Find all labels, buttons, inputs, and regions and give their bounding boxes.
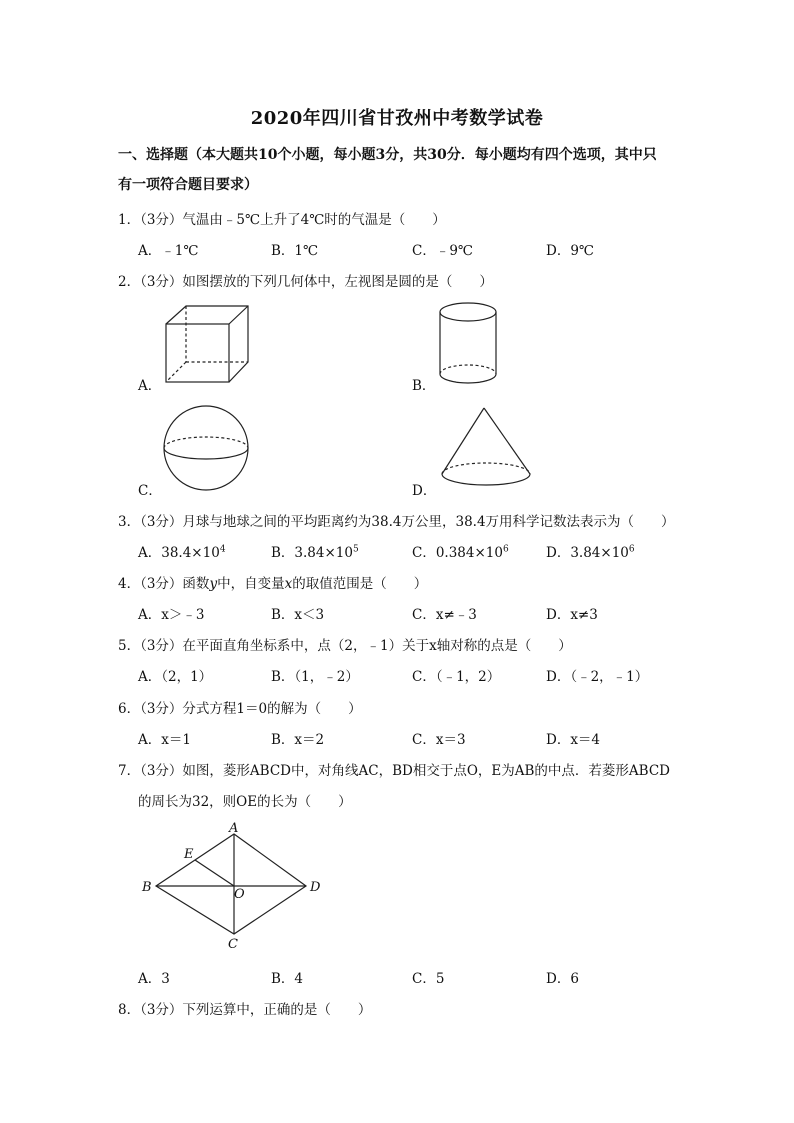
sphere-figure (160, 402, 255, 494)
question-2-stem: 2．（3分）如图摆放的下列几何体中，左视图是圆的是（ ） (118, 274, 493, 290)
rhombus-label-b: B (142, 880, 152, 895)
q1-option-c: C．﹣9℃ (412, 243, 474, 259)
question-7-stem-line2: 的周长为32，则OE的长为（ ） (138, 794, 352, 810)
cylinder-figure (436, 300, 501, 390)
question-7-stem-line1: 7．（3分）如图，菱形ABCD中，对角线AC，BD相交于点O，E为AB的中点．若菱形ABCD (118, 763, 670, 779)
q4-option-b: B．x＜3 (271, 607, 325, 623)
q4-option-a: A．x＞﹣3 (138, 607, 205, 623)
cube-figure (160, 300, 255, 390)
q2-option-c: C． (138, 483, 162, 499)
q5-option-b: B．（1，﹣2） (271, 669, 359, 685)
q2-option-b: B． (412, 378, 436, 394)
q7-option-d: D．6 (546, 971, 579, 987)
question-3-stem: 3．（3分）月球与地球之间的平均距离约为38.4万公里，38.4万用科学记数法表示为（ ） (118, 514, 675, 530)
q3-option-a: A．$38.4\times 10^4$ (138, 544, 226, 561)
q3-option-b: B．$3.84\times 10^5$ (271, 544, 359, 561)
rhombus-figure (138, 820, 328, 950)
q2-option-d: D． (412, 483, 437, 499)
rhombus-label-e: E (184, 847, 194, 862)
section-heading-line2: 有一项符合题目要求） (118, 177, 258, 193)
page-title: 2020年四川省甘孜州中考数学试卷 (250, 108, 544, 129)
rhombus-label-o: O (234, 887, 245, 902)
q5-option-c: C．（﹣1，2） (412, 669, 501, 685)
question-1-stem: 1．（3分）气温由﹣5℃上升了4℃时的气温是（ ） (118, 212, 446, 228)
q3-option-d: D．$3.84\times 10^6$ (546, 544, 635, 561)
q5-option-a: A．（2，1） (138, 669, 213, 685)
q4-option-d: D．x≠3 (546, 607, 598, 623)
rhombus-label-d: D (310, 880, 321, 895)
q6-option-b: B．x＝2 (271, 732, 325, 748)
q2-option-a: A． (138, 378, 162, 394)
question-6-stem: 6．（3分）分式方程1＝0的解为（ ） (118, 701, 362, 717)
q3-option-c: C．$0.384\times 10^6$ (412, 544, 509, 561)
q6-option-a: A．x＝1 (138, 732, 191, 748)
rhombus-label-c: C (228, 937, 238, 950)
q4-option-c: C．x≠﹣3 (412, 607, 477, 623)
q5-option-d: D．（﹣2，﹣1） (546, 669, 649, 685)
q1-option-b: B．1℃ (271, 243, 319, 259)
question-4-stem: 4．（3分）函数y中，自变量x的取值范围是（ ） (118, 576, 428, 592)
q7-option-a: A．3 (138, 971, 170, 987)
q7-option-c: C．5 (412, 971, 445, 987)
rhombus-label-a: A (229, 821, 239, 836)
section-heading-line1: 一、选择题（本大题共10个小题，每小题3分，共30分．每小题均有四个选项，其中只 (118, 147, 657, 163)
q6-option-d: D．x＝4 (546, 732, 601, 748)
question-5-stem: 5．（3分）在平面直角坐标系中，点（2，﹣1）关于x轴对称的点是（ ） (118, 638, 572, 654)
q1-option-a: A．﹣1℃ (138, 243, 199, 259)
q1-option-d: D．9℃ (546, 243, 595, 259)
cone-figure (436, 404, 536, 494)
q6-option-c: C．x＝3 (412, 732, 466, 748)
q7-option-b: B．4 (271, 971, 304, 987)
question-8-stem: 8．（3分）下列运算中，正确的是（ ） (118, 1002, 372, 1018)
